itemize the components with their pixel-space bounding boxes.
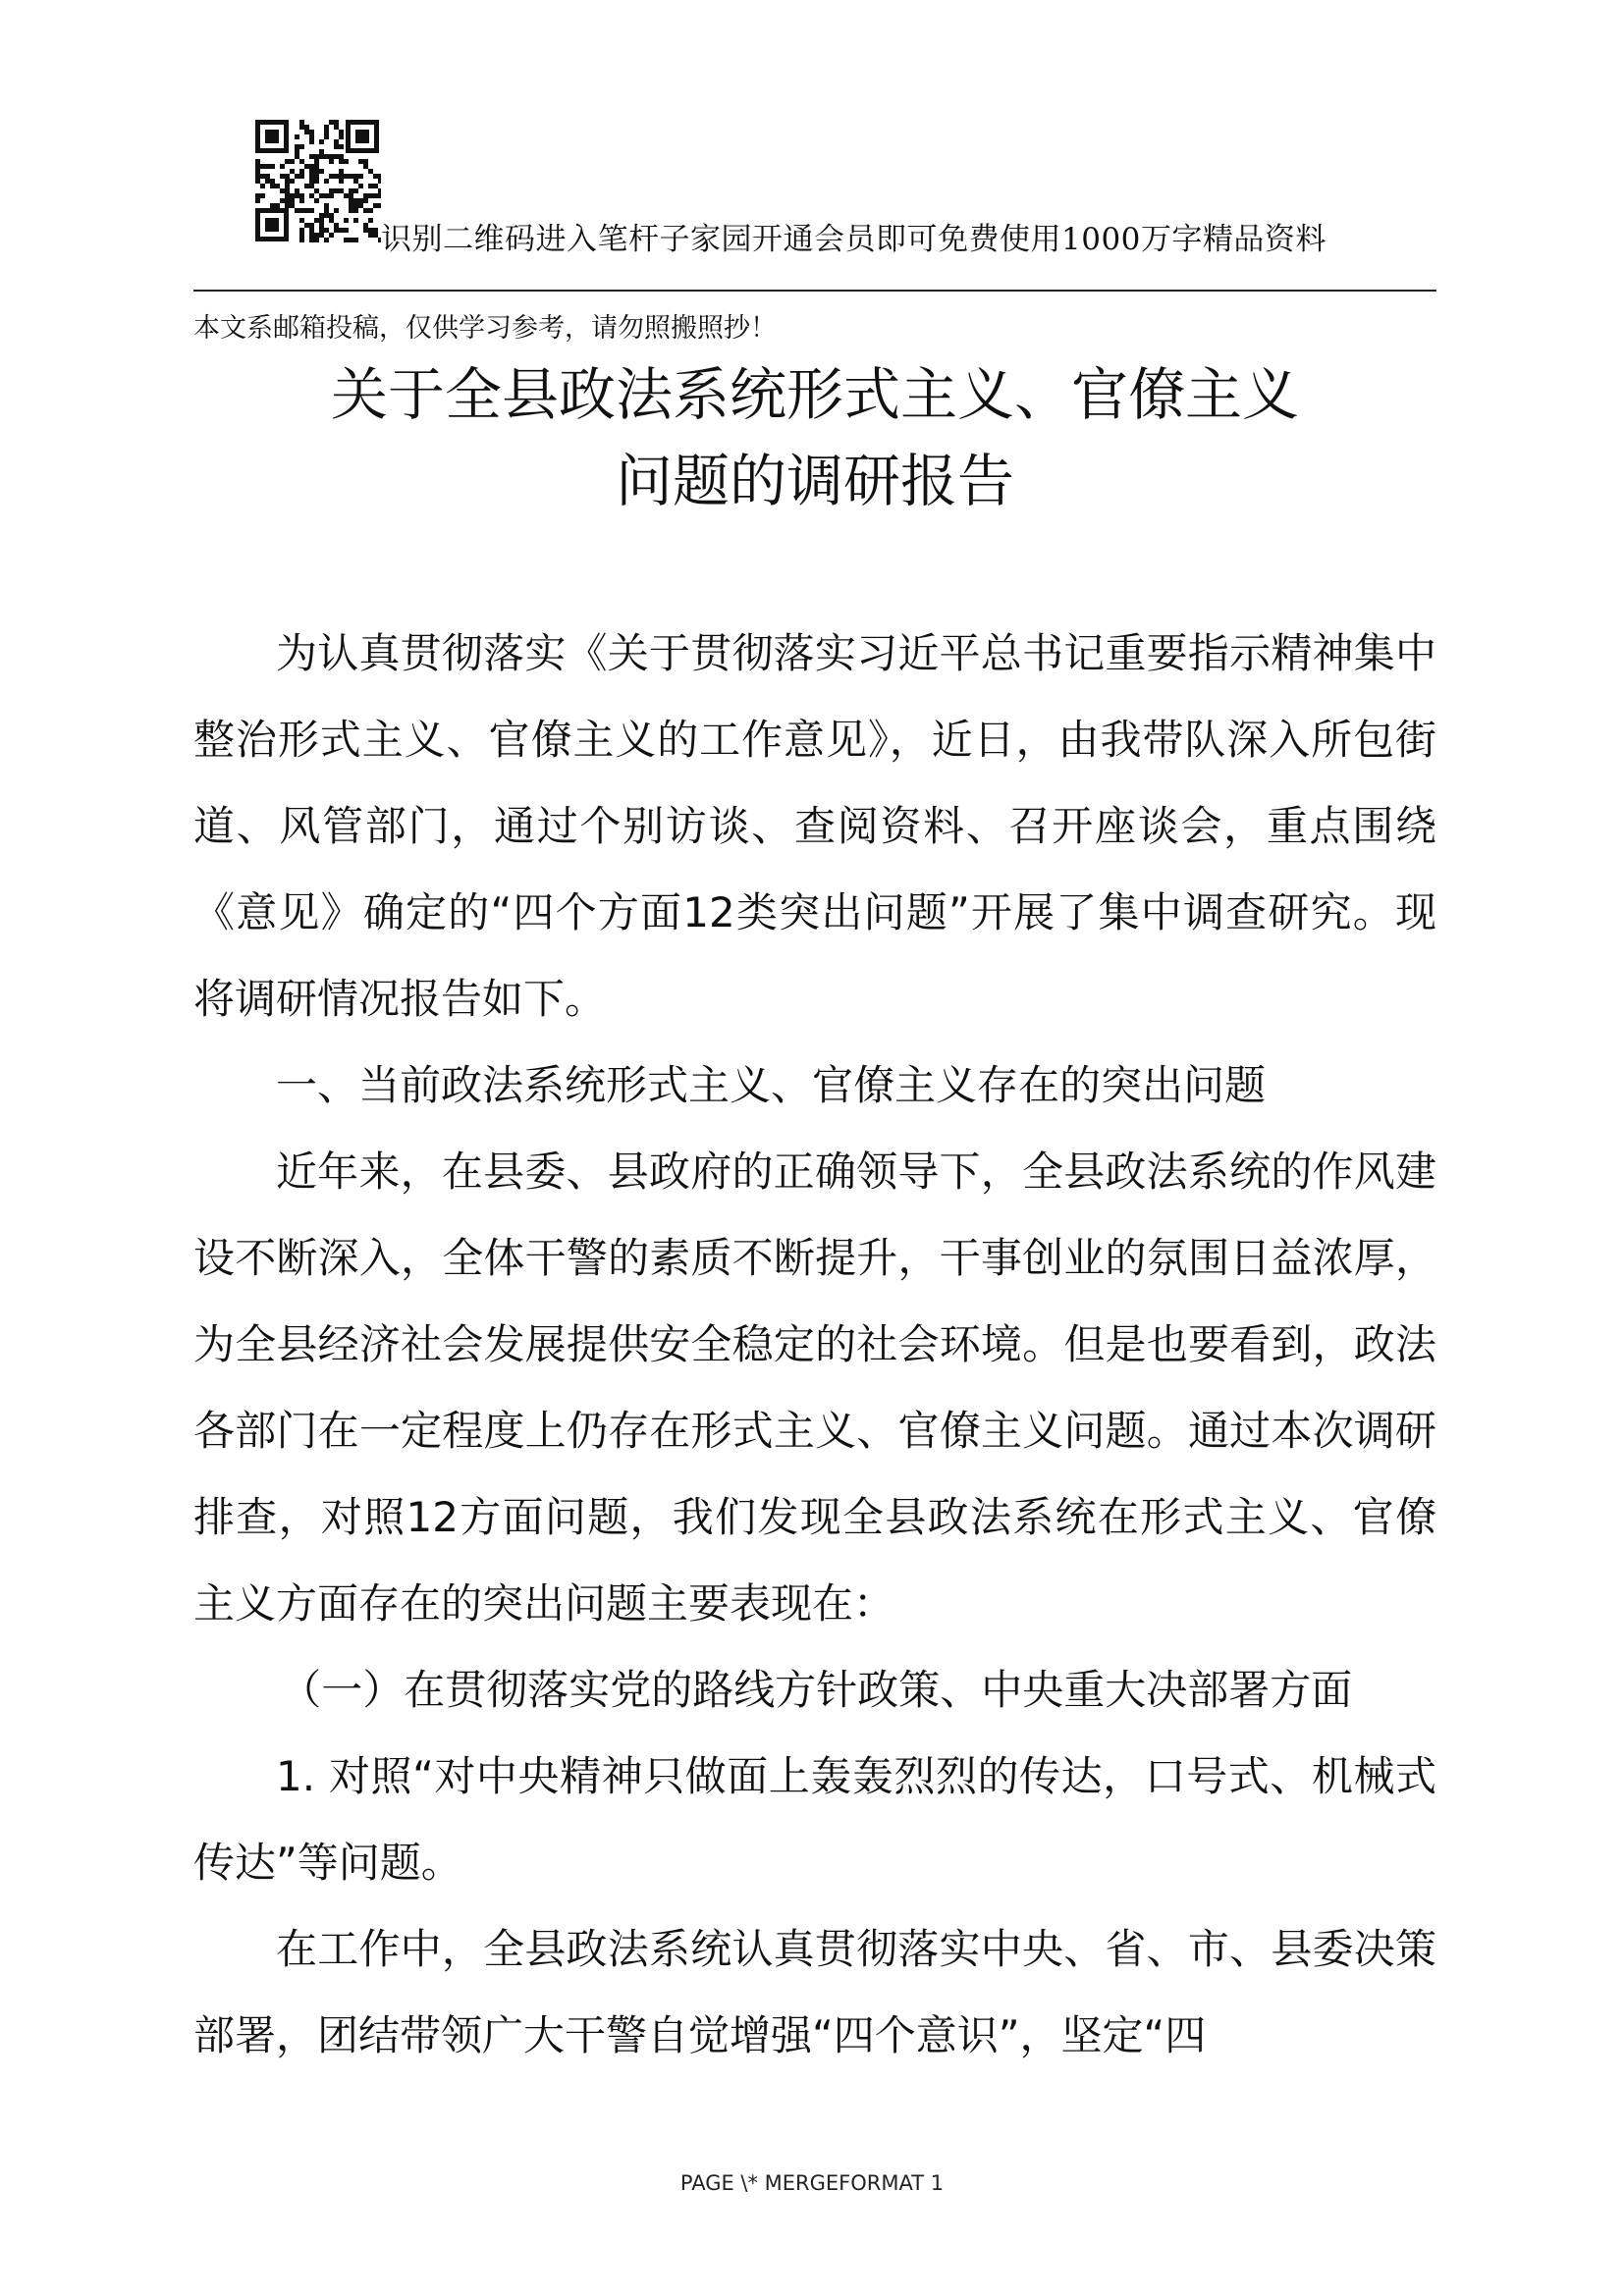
qr-module	[314, 233, 319, 238]
qr-module	[368, 218, 373, 223]
qr-module	[334, 120, 339, 125]
qr-module	[339, 130, 344, 134]
qr-module	[285, 193, 290, 198]
qr-module	[334, 125, 339, 130]
qr-module	[349, 203, 353, 208]
qr-module	[349, 188, 353, 193]
qr-module	[295, 154, 299, 159]
qr-module	[319, 233, 324, 238]
qr-caption-text: 识别二维码进入笔杆子家园开通会员即可免费使用1000万字精品资料	[381, 222, 1326, 257]
qr-module	[290, 203, 295, 208]
qr-module	[368, 184, 373, 188]
qr-module	[265, 179, 270, 184]
qr-module	[363, 208, 368, 213]
qr-module	[309, 139, 314, 144]
qr-module	[285, 184, 290, 188]
qr-module	[319, 223, 324, 228]
qr-module	[329, 188, 334, 193]
qr-module	[280, 164, 285, 169]
submission-notice: 本文系邮箱投稿，仅供学习参考，请勿照搬照抄！	[193, 313, 777, 344]
qr-module	[314, 188, 319, 193]
qr-module	[353, 208, 358, 213]
qr-module	[270, 179, 275, 184]
qr-module	[363, 159, 368, 164]
qr-module	[299, 159, 304, 164]
qr-module	[334, 154, 339, 159]
qr-module	[260, 174, 265, 179]
qr-module	[349, 193, 353, 198]
qr-module	[339, 169, 344, 174]
qr-module	[334, 228, 339, 233]
qr-module	[344, 193, 349, 198]
qr-module	[353, 174, 358, 179]
qr-module	[290, 179, 295, 184]
qr-module	[329, 213, 334, 218]
qr-module	[270, 203, 275, 208]
qr-module	[373, 203, 378, 208]
qr-module	[373, 228, 378, 233]
qr-module	[275, 184, 280, 188]
qr-module	[299, 144, 304, 149]
qr-module	[309, 174, 314, 179]
document-title-line-1: 关于全县政法系统形式主义、官僚主义	[330, 361, 1299, 428]
qr-module	[299, 238, 304, 242]
qr-module	[255, 198, 260, 203]
qr-module	[309, 134, 314, 139]
qr-module	[309, 193, 314, 198]
qr-module	[309, 223, 314, 228]
qr-module	[329, 120, 334, 125]
qr-module	[349, 198, 353, 203]
qr-module	[299, 193, 304, 198]
qr-module	[344, 238, 349, 242]
qr-module	[290, 193, 295, 198]
qr-module	[339, 188, 344, 193]
qr-module	[339, 134, 344, 139]
qr-module	[295, 188, 299, 193]
qr-module	[304, 125, 309, 130]
qr-module	[368, 193, 373, 198]
qr-module	[295, 144, 299, 149]
qr-module	[319, 213, 324, 218]
qr-module	[329, 218, 334, 223]
qr-module	[319, 154, 324, 159]
qr-module	[299, 198, 304, 203]
qr-module	[255, 193, 260, 198]
qr-module	[309, 208, 314, 213]
qr-module	[368, 208, 373, 213]
qr-module	[295, 208, 299, 213]
qr-module	[309, 130, 314, 134]
qr-module	[358, 174, 363, 179]
qr-module	[378, 174, 381, 179]
document-title-line-2: 问题的调研报告	[615, 448, 1014, 514]
qr-module	[285, 159, 290, 164]
qr-module	[285, 174, 290, 179]
qr-module	[309, 179, 314, 184]
qr-module	[319, 218, 324, 223]
item-heading-1: 1. 对照“对中央精神只做面上轰轰烈烈的传达，口号式、机械式传达”等问题。	[193, 1752, 1436, 1887]
qr-module	[314, 238, 319, 242]
qr-module	[314, 179, 319, 184]
qr-module	[324, 208, 329, 213]
qr-module	[344, 174, 349, 179]
qr-module	[314, 218, 319, 223]
qr-module	[309, 169, 314, 174]
header-divider	[193, 290, 1436, 292]
section-heading-1: 一、当前政法系统形式主义、官僚主义存在的突出问题	[276, 1061, 1267, 1109]
qr-module	[299, 174, 304, 179]
qr-module	[295, 193, 299, 198]
qr-module	[309, 164, 314, 169]
qr-module	[363, 198, 368, 203]
qr-module	[353, 188, 358, 193]
qr-module	[324, 193, 329, 198]
qr-module	[353, 218, 358, 223]
qr-module	[373, 233, 378, 238]
qr-module	[329, 174, 334, 179]
qr-module	[363, 223, 368, 228]
qr-module	[339, 154, 344, 159]
qr-module	[334, 208, 339, 213]
intro-paragraph: 为认真贯彻落实《关于贯彻落实习近平总书记重要指示精神集中整治形式主义、官僚主义的工作意见》，近日，由我带队深入所包街道、风管部门，通过个别访谈、查阅资料、召开座谈会，重点围绕《意见》确定的“四个方面12类突出问题”开展了集中调查研究。现将调研情况报告如下。	[193, 629, 1436, 1023]
qr-module	[304, 164, 309, 169]
qr-module	[304, 223, 309, 228]
qr-module	[324, 154, 329, 159]
qr-module	[353, 238, 358, 242]
qr-module	[319, 193, 324, 198]
qr-module	[363, 193, 368, 198]
qr-module	[373, 174, 378, 179]
qr-module	[309, 233, 314, 238]
qr-module	[314, 154, 319, 159]
qr-module	[299, 233, 304, 238]
qr-code-graphic	[253, 118, 381, 243]
qr-module	[290, 159, 295, 164]
qr-module	[280, 188, 285, 193]
qr-module	[285, 179, 290, 184]
qr-module	[260, 184, 265, 188]
qr-module	[299, 169, 304, 174]
qr-module	[299, 120, 304, 125]
qr-module	[255, 179, 260, 184]
qr-module	[349, 238, 353, 242]
body-paragraph: 近年来，在县委、县政府的正确领导下，全县政法系统的作风建设不断深入，全体干警的素质不断提升，干事创业的氛围日益浓厚，为全县经济社会发展提供安全稳定的社会环境。但是也要看到，政法各部门在一定程度上仍存在形式主义、官僚主义问题。通过本次调研排查，对照12方面问题，我们发现全县政法系统在形式主义、官僚主义方面存在的突出问题主要表现在：	[193, 1148, 1436, 1628]
qr-module	[290, 198, 295, 203]
qr-module	[290, 169, 295, 174]
qr-module	[353, 203, 358, 208]
qr-module	[304, 130, 309, 134]
qr-module	[295, 174, 299, 179]
qr-module	[373, 193, 378, 198]
qr-module	[324, 179, 329, 184]
qr-module	[314, 164, 319, 169]
qr-module	[378, 193, 381, 198]
qr-module	[319, 169, 324, 174]
qr-module	[265, 174, 270, 179]
qr-module	[280, 174, 285, 179]
qr-module	[324, 238, 329, 242]
qr-module	[324, 130, 329, 134]
qr-module	[349, 174, 353, 179]
qr-module	[358, 203, 363, 208]
qr-module	[280, 198, 285, 203]
qr-module	[314, 174, 319, 179]
qr-module	[334, 223, 339, 228]
qr-module	[295, 149, 299, 154]
qr-module	[378, 179, 381, 184]
qr-module	[295, 134, 299, 139]
qr-module	[324, 213, 329, 218]
qr-module	[358, 198, 363, 203]
qr-module	[319, 139, 324, 144]
qr-module	[265, 164, 270, 169]
qr-module	[339, 228, 344, 233]
qr-module	[275, 203, 280, 208]
qr-module	[378, 188, 381, 193]
qr-module	[344, 218, 349, 223]
qr-module	[368, 169, 373, 174]
qr-module	[349, 208, 353, 213]
qr-module	[285, 188, 290, 193]
qr-module	[334, 174, 339, 179]
qr-module	[255, 169, 260, 174]
qr-module	[309, 184, 314, 188]
qr-module	[329, 233, 334, 238]
qr-module	[270, 184, 275, 188]
qr-module	[304, 184, 309, 188]
qr-module	[334, 188, 339, 193]
qr-code-image	[253, 118, 381, 243]
qr-module	[314, 198, 319, 203]
qr-module	[314, 169, 319, 174]
qr-module	[309, 238, 314, 242]
qr-module	[324, 203, 329, 208]
qr-module	[314, 159, 319, 164]
subsection-heading-1: （一）在贯彻落实党的路线方针政策、中央重大决部署方面	[280, 1666, 1353, 1714]
qr-module	[334, 144, 339, 149]
qr-module	[378, 203, 381, 208]
qr-module	[368, 233, 373, 238]
qr-module	[299, 208, 304, 213]
qr-module	[329, 193, 334, 198]
qr-module	[319, 149, 324, 154]
qr-module	[329, 159, 334, 164]
qr-module	[255, 174, 260, 179]
qr-module	[344, 228, 349, 233]
qr-module	[324, 134, 329, 139]
body-paragraph: 在工作中，全县政法系统认真贯彻落实中央、省、市、县委决策部署，团结带领广大干警自觉增强“四个意识”，坚定“四	[193, 1925, 1436, 2059]
qr-module	[353, 198, 358, 203]
qr-module	[339, 159, 344, 164]
qr-module	[299, 125, 304, 130]
qr-module	[260, 164, 265, 169]
qr-module	[304, 208, 309, 213]
qr-module	[255, 159, 260, 164]
qr-module	[319, 228, 324, 233]
qr-module	[368, 228, 373, 233]
qr-module	[324, 228, 329, 233]
qr-module	[309, 154, 314, 159]
qr-module	[324, 125, 329, 130]
qr-module	[373, 184, 378, 188]
document-body	[193, 611, 1436, 2079]
qr-module	[309, 228, 314, 233]
qr-module	[358, 159, 363, 164]
qr-module	[285, 203, 290, 208]
qr-module	[363, 228, 368, 233]
qr-module	[344, 159, 349, 164]
page-number-field: PAGE \* MERGEFORMAT 1	[679, 2171, 945, 2195]
qr-module	[260, 193, 265, 198]
qr-module	[363, 164, 368, 169]
qr-module	[270, 164, 275, 169]
qr-module	[255, 164, 260, 169]
qr-module	[299, 218, 304, 223]
qr-module	[334, 139, 339, 144]
qr-module	[358, 184, 363, 188]
qr-module	[285, 198, 290, 203]
qr-module	[299, 228, 304, 233]
qr-module	[353, 179, 358, 184]
qr-module	[339, 144, 344, 149]
qr-module	[339, 174, 344, 179]
qr-module	[329, 154, 334, 159]
qr-module	[339, 179, 344, 184]
